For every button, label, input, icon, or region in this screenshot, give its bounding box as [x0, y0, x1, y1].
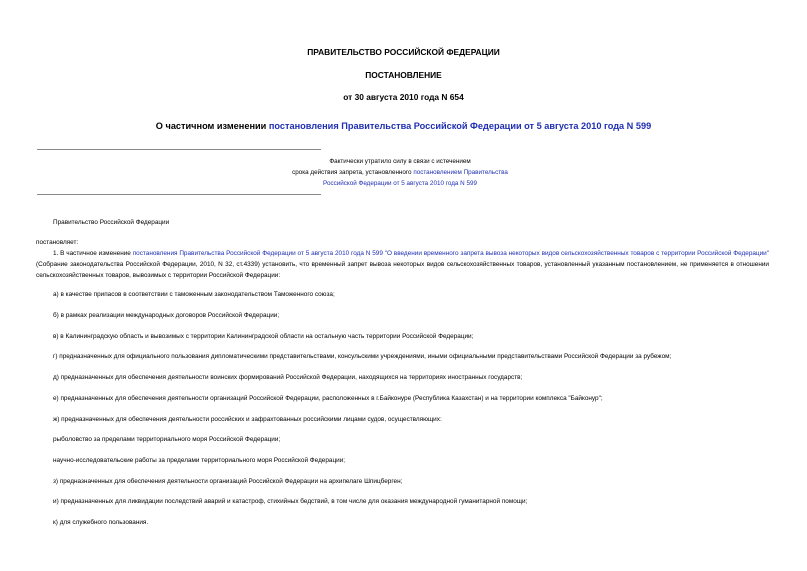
note-top-divider: [37, 149, 321, 150]
title-prefix: О частичном изменении: [155, 121, 269, 131]
status-note-line1: Фактически утратило силу в связи с истечением: [329, 158, 471, 165]
resolution-599-link[interactable]: постановления Правительства Российской Федерации от 5 августа 2010 года N 599 "О введении временного запрета вывоза некоторых видов сельскохозяйственных товаров с территории Российской Федерации": [132, 250, 769, 257]
list-item-v: в) в Калининградскую область и вывозимых с территории Калининградской области на остальную часть территории Российской Федерации;: [53, 333, 474, 340]
note-bottom-divider: [37, 194, 321, 195]
list-item-d: д) предназначенных для обеспечения деятельности воинских формирований Российской Федерации, находящихся на территориях иностранных государств;: [53, 374, 523, 381]
status-note-line3: [230, 178, 570, 189]
document-date-number: от 30 августа 2010 года N 654: [343, 92, 464, 102]
status-note-link[interactable]: постановлением Правительства: [413, 169, 508, 176]
list-item-z: з) предназначенных для обеспечения деятельности организаций Российской Федерации на архипелаге Шпицберген;: [53, 478, 403, 485]
list-item-fishing: рыболовство за пределами территориального моря Российской Федерации;: [53, 436, 281, 443]
status-note: [230, 156, 570, 189]
status-note-line2: [230, 167, 570, 178]
list-item-g: г) предназначенных для официального пользования дипломатическими представительствами, консульскими учреждениями, иными официальными представительствами Российской Федерации за рубежом;: [53, 353, 672, 360]
list-item-i: и) предназначенных для ликвидации последствий аварий и катастроф, стихийных бедствий, в том числе для оказания международной гуманитарной помощи;: [53, 498, 528, 505]
list-item-zh: ж) предназначенных для обеспечения деятельности российских и зафрахтованных российскими лицами судов, осуществляющих:: [53, 416, 442, 423]
title-link[interactable]: постановления Правительства Российской Федерации от 5 августа 2010 года N 599: [268, 121, 652, 131]
status-note-link-cont[interactable]: Российской Федерации от 5 августа 2010 года N 599: [323, 180, 477, 187]
list-item-k: к) для служебного пользования.: [53, 519, 149, 526]
status-note-line2-text: срока действия запрета, установленного: [292, 169, 414, 176]
list-item-e: е) предназначенных для обеспечения деятельности организаций Российской Федерации, расположенных в г.Байконуре (Республика Казахстан) и на территории комплекса "Байконур";: [53, 395, 603, 402]
issuer-heading: ПРАВИТЕЛЬСТВО РОССИЙСКОЙ ФЕДЕРАЦИИ: [307, 47, 500, 57]
resolves-text: постановляет:: [36, 239, 79, 246]
document-type-heading: ПОСТАНОВЛЕНИЕ: [365, 70, 442, 80]
paragraph-1-prefix: 1. В частичное изменение: [53, 250, 133, 257]
list-item-a: а) в качестве припасов в соответствии с таможенным законодательством Таможенного союза;: [53, 291, 335, 298]
list-item-b: б) в рамках реализации международных договоров Российской Федерации;: [53, 312, 280, 319]
list-item-research: научно-исследовательские работы за пределами территориального моря Российской Федерации;: [53, 457, 346, 464]
paragraph-1: [36, 248, 769, 281]
document-title: [0, 121, 807, 131]
government-text: Правительство Российской Федерации: [53, 219, 170, 226]
paragraph-1-rest: (Собрание законодательства Российской Федерации, 2010, N 32, ст.4339) установить, что временный запрет вывоза некоторых видов сельскохозяйственных товаров, установленный указанным постановлением, не применяется в отношении сельскохозяйственных товаров, вывозимых с территории Российской Федерации:: [36, 261, 769, 279]
